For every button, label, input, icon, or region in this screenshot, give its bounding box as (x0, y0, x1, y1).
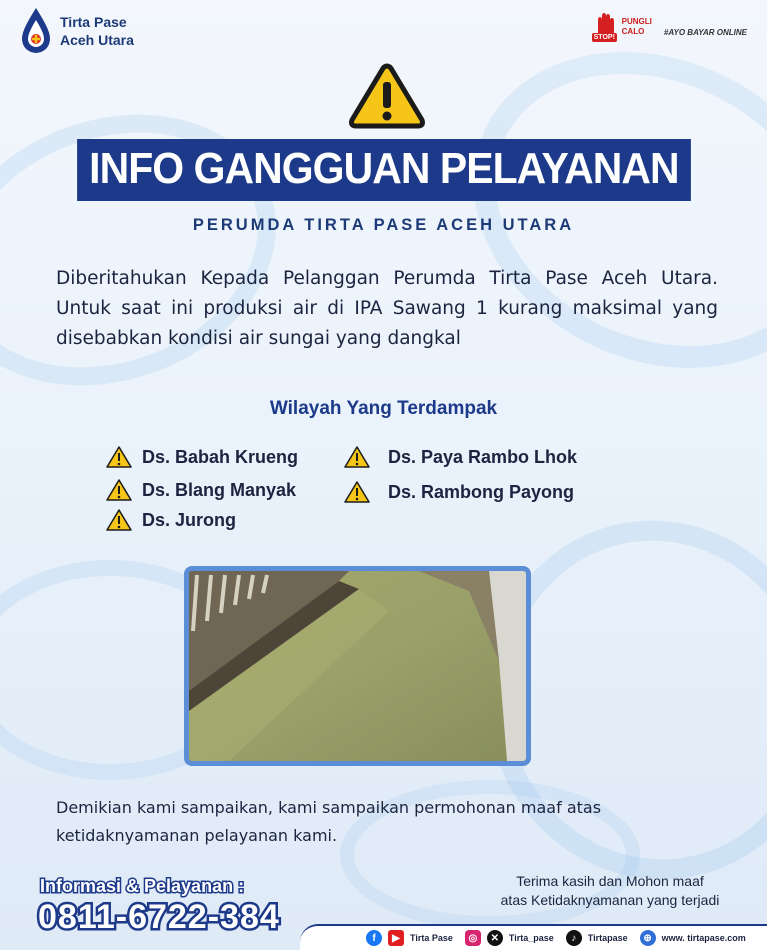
thank-you-line1: Terima kasih dan Mohon maaf (516, 873, 704, 889)
river-photo-image (189, 571, 526, 761)
contact-phone-number[interactable]: 0811-6722-384 (38, 898, 280, 936)
facebook-icon[interactable]: f (366, 930, 382, 946)
notice-body: Diberitahukan Kepada Pelanggan Perumda Tirta Pase Aceh Utara. Untuk saat ini produksi air di IPA Sawang 1 kurang maksimal yang disebabkan kondisi air sungai yang dangkal (56, 268, 718, 349)
affected-area-item (106, 509, 236, 531)
affected-area-label: Ds. Paya Rambo Lhok (388, 446, 578, 467)
social-handle-tiktok[interactable]: Tirtapase (587, 933, 628, 943)
affected-area-item (344, 446, 577, 468)
contact-label: Informasi & Pelayanan : (40, 876, 245, 896)
affected-area-item (344, 481, 574, 503)
notice-title: INFO GANGGUAN PELAYANAN (79, 142, 687, 198)
tiktok-icon[interactable]: ♪ (566, 930, 582, 946)
youtube-icon[interactable]: ▶ (388, 930, 404, 946)
warning-icon (106, 479, 132, 501)
affected-area-label: Ds. Rambong Payong (388, 481, 575, 502)
company-logo (20, 6, 134, 56)
thank-you-note (460, 872, 760, 910)
warning-icon (106, 509, 132, 531)
stop-badge: STOP! (593, 34, 615, 41)
river-photo (184, 566, 531, 766)
campaign-tag: #AYO BAYAR ONLINE (663, 27, 747, 37)
instagram-icon[interactable]: ◎ (465, 930, 481, 946)
affected-area-item (106, 446, 298, 468)
warning-icon (344, 481, 370, 503)
stop-hand-icon (592, 12, 618, 42)
water-splash-decoration (421, 0, 767, 426)
pungli-word: PUNGLI (621, 17, 652, 26)
social-handle-facebook-youtube[interactable]: Tirta Pase (410, 933, 453, 943)
water-splash-decoration (0, 70, 314, 431)
warning-icon (348, 62, 426, 130)
x-icon[interactable]: ✕ (487, 930, 503, 946)
affected-area-label: Ds. Jurong (142, 509, 237, 530)
calo-word: CALO (621, 27, 645, 36)
closing-statement: Demikian kami sampaikan, kami sampaikan permohonan maaf atas ketidaknyamanan pelayanan kami. (56, 798, 602, 845)
affected-area-item (106, 479, 296, 501)
anti-pungli-badge (592, 12, 747, 42)
affected-area-label: Ds. Babah Krueng (142, 446, 299, 467)
warning-icon (344, 446, 370, 468)
logo-name-line2: Aceh Utara (60, 32, 134, 48)
warning-icon (106, 446, 132, 468)
affected-area-label: Ds. Blang Manyak (142, 479, 297, 500)
social-footer-bar (300, 924, 767, 950)
website-link[interactable]: www. tirtapase.com (661, 933, 746, 943)
social-handle-instagram-x[interactable]: Tirta_pase (508, 933, 554, 943)
logo-drop-icon (20, 6, 52, 56)
globe-icon[interactable]: ⊕ (640, 930, 656, 946)
affected-areas-title: Wilayah Yang Terdampak (269, 398, 498, 419)
logo-name-line1: Tirta Pase (60, 14, 127, 30)
thank-you-line2: atas Ketidaknyamanan yang terjadi (500, 892, 720, 908)
notice-subtitle: PERUMDA TIRTA PASE ACEH UTARA (192, 216, 575, 234)
